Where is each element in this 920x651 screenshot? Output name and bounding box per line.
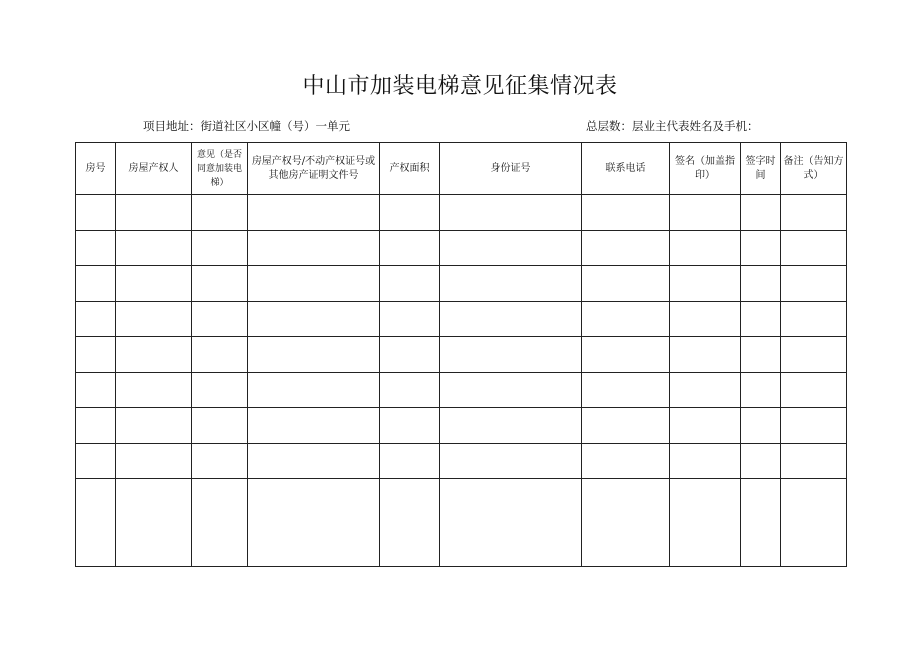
cell-property-area	[380, 301, 440, 337]
cell-signature	[670, 230, 741, 266]
cell-remarks	[781, 479, 847, 567]
table-row	[76, 195, 847, 231]
cell-remarks	[781, 301, 847, 337]
cell-property-owner	[116, 408, 192, 444]
cell-property-certificate-number	[248, 301, 380, 337]
header-room-number: 房号	[76, 143, 116, 195]
table-row	[76, 443, 847, 479]
floors-and-representative-label: 总层数：层业主代表姓名及手机：	[586, 119, 759, 133]
cell-id-number	[440, 408, 582, 444]
cell-signature	[670, 266, 741, 302]
cell-opinion	[192, 195, 248, 231]
cell-signature	[670, 443, 741, 479]
header-remarks: 备注（告知方式）	[781, 143, 847, 195]
cell-property-area	[380, 266, 440, 302]
cell-opinion	[192, 372, 248, 408]
cell-signing-time	[741, 443, 781, 479]
cell-phone	[582, 479, 670, 567]
table-header-row	[76, 143, 847, 195]
table-row	[76, 408, 847, 444]
table-row	[76, 266, 847, 302]
cell-property-area	[380, 408, 440, 444]
cell-property-area	[380, 195, 440, 231]
cell-phone	[582, 195, 670, 231]
cell-property-owner	[116, 195, 192, 231]
cell-phone	[582, 337, 670, 373]
cell-signing-time	[741, 408, 781, 444]
table-row	[76, 479, 847, 567]
cell-property-area	[380, 443, 440, 479]
cell-signature	[670, 408, 741, 444]
cell-opinion	[192, 230, 248, 266]
cell-property-certificate-number	[248, 443, 380, 479]
cell-property-owner	[116, 337, 192, 373]
header-opinion: 意见（是否同意加装电梯）	[192, 143, 248, 195]
cell-id-number	[440, 230, 582, 266]
cell-property-owner	[116, 301, 192, 337]
header-id-number: 身份证号	[440, 143, 582, 195]
cell-room-number	[76, 195, 116, 231]
cell-phone	[582, 301, 670, 337]
cell-remarks	[781, 230, 847, 266]
cell-remarks	[781, 443, 847, 479]
table-row	[76, 230, 847, 266]
cell-property-area	[380, 479, 440, 567]
cell-remarks	[781, 266, 847, 302]
cell-opinion	[192, 479, 248, 567]
cell-phone	[582, 443, 670, 479]
opinion-collection-table	[75, 142, 847, 567]
cell-remarks	[781, 195, 847, 231]
cell-property-certificate-number	[248, 266, 380, 302]
cell-remarks	[781, 408, 847, 444]
table-row	[76, 337, 847, 373]
cell-room-number	[76, 266, 116, 302]
cell-property-area	[380, 337, 440, 373]
cell-room-number	[76, 230, 116, 266]
cell-signing-time	[741, 479, 781, 567]
header-property-area: 产权面积	[380, 143, 440, 195]
cell-property-certificate-number	[248, 337, 380, 373]
cell-signature	[670, 301, 741, 337]
header-property-certificate-number: 房屋产权号/不动产权证号或其他房产证明文件号	[248, 143, 380, 195]
cell-signature	[670, 337, 741, 373]
cell-property-owner	[116, 372, 192, 408]
header-signing-time: 签字时间	[741, 143, 781, 195]
cell-room-number	[76, 443, 116, 479]
cell-signing-time	[741, 195, 781, 231]
cell-signing-time	[741, 372, 781, 408]
cell-signing-time	[741, 301, 781, 337]
cell-opinion	[192, 266, 248, 302]
document-title: 中山市加装电梯意见征集情况表	[302, 74, 618, 99]
cell-room-number	[76, 301, 116, 337]
cell-property-certificate-number	[248, 479, 380, 567]
table-row	[76, 372, 847, 408]
cell-signature	[670, 479, 741, 567]
cell-property-certificate-number	[248, 195, 380, 231]
cell-opinion	[192, 443, 248, 479]
cell-id-number	[440, 195, 582, 231]
cell-room-number	[76, 337, 116, 373]
table-row	[76, 301, 847, 337]
cell-opinion	[192, 337, 248, 373]
header-signature: 签名（加盖指印）	[670, 143, 741, 195]
cell-id-number	[440, 301, 582, 337]
project-address-label: 项目地址：街道社区小区幢（号）一单元	[143, 119, 350, 133]
cell-signing-time	[741, 337, 781, 373]
cell-phone	[582, 230, 670, 266]
cell-signing-time	[741, 266, 781, 302]
cell-property-area	[380, 230, 440, 266]
cell-phone	[582, 408, 670, 444]
cell-signature	[670, 195, 741, 231]
cell-phone	[582, 266, 670, 302]
cell-remarks	[781, 337, 847, 373]
header-phone: 联系电话	[582, 143, 670, 195]
cell-property-owner	[116, 266, 192, 302]
cell-room-number	[76, 372, 116, 408]
cell-id-number	[440, 443, 582, 479]
cell-signing-time	[741, 230, 781, 266]
cell-id-number	[440, 372, 582, 408]
cell-opinion	[192, 301, 248, 337]
cell-property-area	[380, 372, 440, 408]
cell-property-owner	[116, 479, 192, 567]
cell-opinion	[192, 408, 248, 444]
header-property-owner: 房屋产权人	[116, 143, 192, 195]
cell-id-number	[440, 266, 582, 302]
cell-room-number	[76, 408, 116, 444]
cell-property-owner	[116, 230, 192, 266]
cell-property-certificate-number	[248, 372, 380, 408]
cell-property-certificate-number	[248, 230, 380, 266]
cell-property-certificate-number	[248, 408, 380, 444]
cell-id-number	[440, 337, 582, 373]
cell-phone	[582, 372, 670, 408]
cell-property-owner	[116, 443, 192, 479]
cell-room-number	[76, 479, 116, 567]
cell-signature	[670, 372, 741, 408]
cell-remarks	[781, 372, 847, 408]
cell-id-number	[440, 479, 582, 567]
